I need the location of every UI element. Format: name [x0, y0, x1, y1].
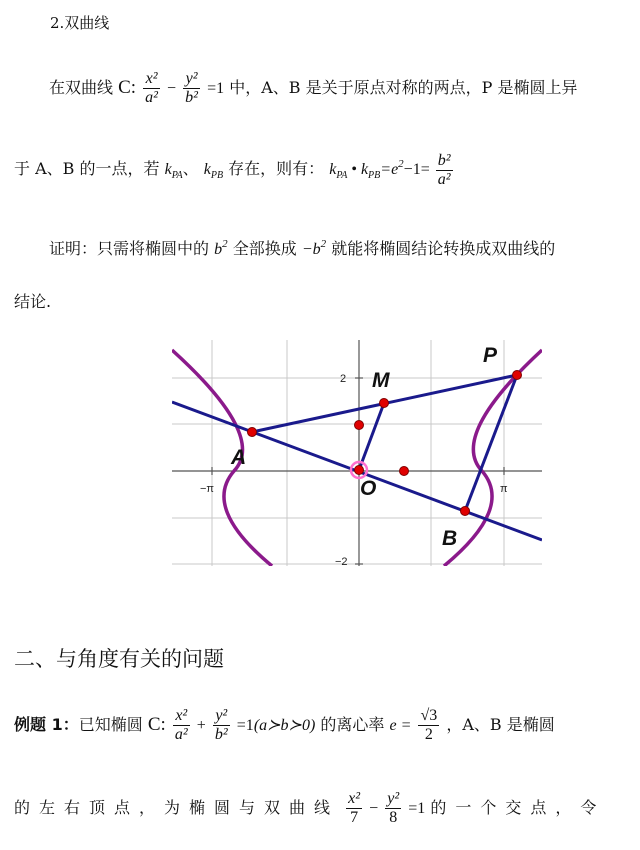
- hyperbola-left-branch: [172, 350, 272, 566]
- e-superscript: 2: [398, 158, 404, 171]
- fraction-b2-a2: [436, 152, 453, 189]
- k-subscript: PA: [336, 170, 348, 182]
- frac-num: y²: [213, 707, 230, 726]
- dot-operator: •: [351, 161, 357, 179]
- curve-label: C:: [118, 77, 137, 98]
- point-o: [355, 466, 364, 475]
- minus-sign: −: [369, 800, 379, 817]
- condition: (a≻b≻0): [253, 717, 316, 734]
- frac-num: √3: [420, 707, 438, 724]
- curve-label: C:: [147, 714, 166, 735]
- frac-den: a²: [145, 89, 158, 106]
- example-1-line-2: [14, 790, 605, 827]
- fraction-x2-a2: [173, 707, 190, 744]
- frac-den: b²: [214, 726, 228, 743]
- label-o: O: [360, 477, 377, 500]
- slope-pa: [164, 161, 183, 182]
- equals-one: =1: [236, 717, 254, 734]
- k-subscript: PA: [171, 170, 183, 182]
- k-symbol: k: [360, 161, 369, 179]
- frac-den: b²: [185, 89, 198, 106]
- point-b: [461, 507, 470, 516]
- para3-suffix: 就能将椭圆结论转换成双曲线的: [331, 239, 556, 258]
- k-symbol: k: [164, 161, 172, 179]
- para1-prefix: 在双曲线: [49, 78, 114, 97]
- plus-sign: +: [196, 717, 206, 734]
- example1-suffix: ，A、B 是椭圆: [446, 715, 555, 734]
- neg-b-symbol: −b: [301, 241, 321, 258]
- example-1-line-1: [14, 707, 555, 744]
- example1-prefix: 已知椭圆: [78, 715, 143, 734]
- fraction-sqrt3-2: [418, 707, 439, 744]
- frac-num: y²: [387, 790, 400, 807]
- point-m: [380, 399, 389, 408]
- fraction-y2-b2: [183, 70, 200, 107]
- frac-num: y²: [183, 70, 200, 89]
- points: [248, 371, 522, 516]
- frac-den: a²: [437, 171, 451, 188]
- para3-prefix: 证明：只需将椭圆中的: [49, 239, 210, 258]
- k-symbol: k: [329, 161, 337, 179]
- frac-den: 2: [424, 726, 433, 743]
- example-label: 例题 1：: [14, 715, 79, 734]
- k-subscript: PB: [368, 170, 381, 182]
- label-a: A: [231, 446, 247, 469]
- eccentricity-eq: e =: [389, 717, 412, 734]
- slope-pb: [203, 161, 224, 182]
- b-symbol: b: [214, 241, 223, 258]
- fraction-y2-b2: [213, 707, 230, 744]
- tick-label-y-neg: −2: [335, 556, 348, 566]
- hyperbola-figure: [172, 340, 542, 566]
- frac-den: 7: [350, 809, 359, 826]
- para1-suffix: 中，A、B 是关于原点对称的两点，P 是椭圆上异: [229, 78, 578, 97]
- b-squared: [214, 238, 228, 258]
- label-p: P: [483, 344, 498, 367]
- tick-label-x-neg: −π: [200, 483, 215, 495]
- product-formula: [329, 152, 454, 188]
- neg-b-squared: [301, 238, 327, 258]
- label-b: B: [442, 527, 458, 550]
- minus-one: −1=: [403, 161, 430, 179]
- label-m: M: [372, 369, 390, 392]
- point-extra-1: [355, 421, 364, 430]
- frac-den: 8: [389, 809, 398, 826]
- eq-e: =e: [380, 161, 399, 179]
- para2-middle: 存在，则有：: [228, 159, 325, 179]
- b-superscript: 2: [320, 238, 327, 250]
- k-symbol: k: [203, 161, 211, 179]
- frac-num: b²: [437, 152, 451, 169]
- frac-num: x²: [143, 70, 160, 89]
- paragraph-2: [14, 152, 455, 189]
- paragraph-3: [49, 236, 555, 259]
- para3-middle: 全部换成: [232, 239, 297, 258]
- line-om: [359, 403, 384, 470]
- section-heading: 二、与角度有关的问题: [14, 647, 224, 671]
- tick-label-x-pos: π: [500, 483, 508, 495]
- paragraph-1: [49, 70, 577, 107]
- point-labels: [230, 344, 498, 550]
- b-superscript: 2: [222, 238, 228, 250]
- frac-num: x²: [348, 790, 361, 807]
- paragraph-4: 结论.: [14, 292, 52, 311]
- frac-den: a²: [174, 726, 188, 743]
- point-a: [248, 428, 257, 437]
- section-title: 2.双曲线: [50, 14, 110, 32]
- fraction-y2-8: [385, 790, 401, 827]
- line2-suffix: 的一个交点，令: [430, 798, 606, 817]
- equals-one: =1: [207, 80, 225, 97]
- separator: 、: [182, 159, 199, 179]
- para2-prefix: 于 A、B 的一点，若: [14, 159, 160, 179]
- fraction-x2-7: [346, 790, 362, 827]
- point-extra-2: [400, 467, 409, 476]
- line2-prefix: 的左右顶点，为椭圆与双曲线: [14, 798, 340, 817]
- k-subscript: PB: [210, 170, 224, 182]
- equals-one: =1: [408, 800, 426, 817]
- point-p: [513, 371, 522, 380]
- frac-num: x²: [173, 707, 190, 726]
- fraction-x2-a2: [143, 70, 160, 107]
- minus-sign: −: [167, 80, 177, 97]
- tick-label-y-pos: 2: [340, 373, 347, 385]
- example1-middle: 的离心率: [320, 715, 385, 734]
